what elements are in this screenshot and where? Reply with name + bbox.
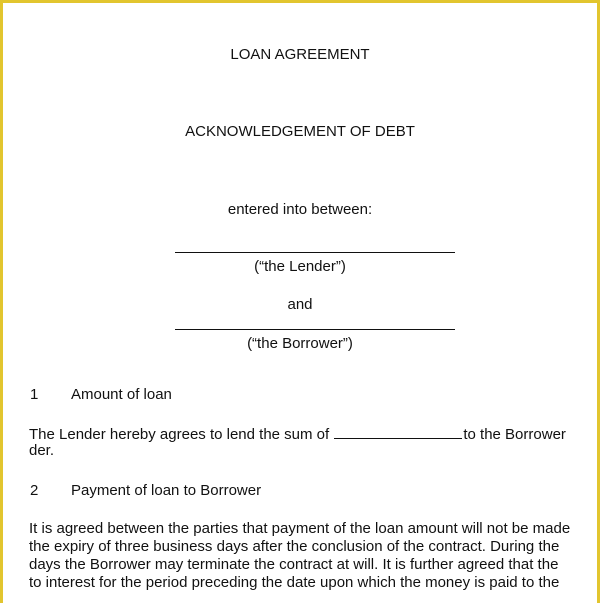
paragraph-line: to interest for the period preceding the date upon which the money is paid to the [29,574,560,591]
section-number: 2 [30,482,39,499]
document-subtitle: ACKNOWLEDGEMENT OF DEBT [185,123,415,140]
amount-blank-line [334,424,462,439]
document-title: LOAN AGREEMENT [230,46,370,63]
section-2-paragraph [29,520,600,592]
paragraph-line: the expiry of three business days after the conclusion of the contract. During the [29,538,560,555]
borrower-label: (“the Borrower”) [247,335,353,352]
section-title: Amount of loan [71,386,172,403]
lender-signature-line [175,252,455,253]
section-number: 1 [30,386,39,403]
intro-text: entered into between: [227,201,373,218]
paragraph-line: The Lender hereby agrees to lend the sum of to the Borrower [29,426,566,443]
paragraph-line: It is agreed between the parties that payment of the loan amount will not be made [29,520,571,537]
borrower-signature-line [175,329,455,330]
section-1-heading [30,386,172,404]
section-2-heading [30,482,261,500]
section-1-paragraph [29,424,600,460]
section-title: Payment of loan to Borrower [71,482,262,499]
paragraph-line: der. [29,442,55,459]
and-text: and [287,296,313,313]
lender-label: (“the Lender”) [254,258,346,275]
paragraph-line: days the Borrower may terminate the contract at will. It is further agreed that the [29,556,559,573]
